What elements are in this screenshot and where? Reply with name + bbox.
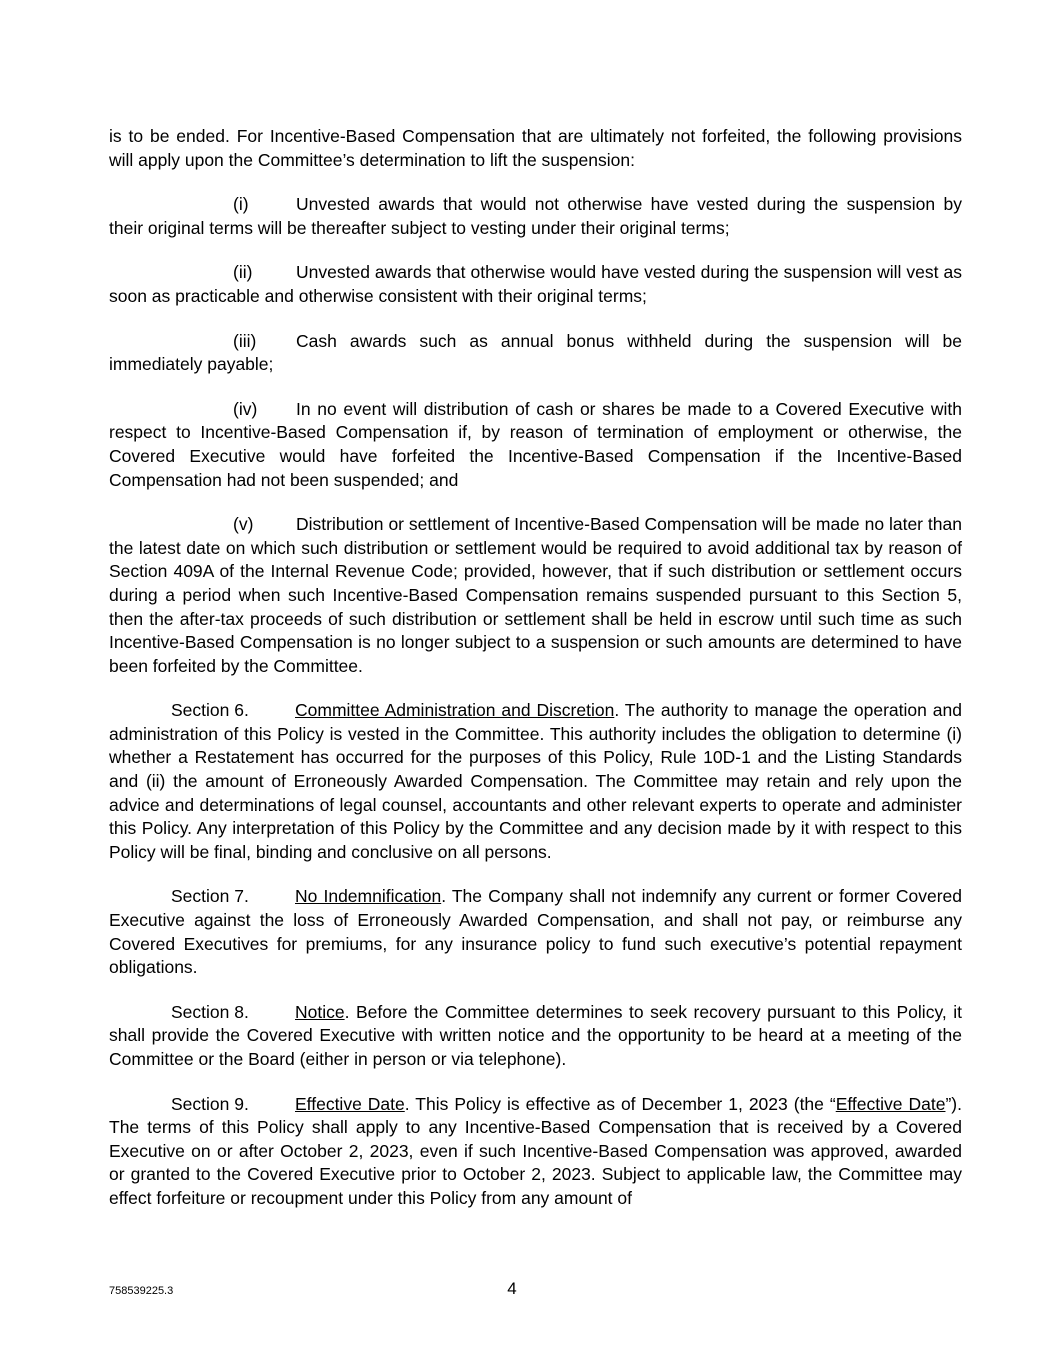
section-6 <box>109 699 962 864</box>
item-number: (v) <box>233 514 254 535</box>
list-item-v <box>109 513 962 678</box>
item-number: (iii) <box>233 330 257 351</box>
list-item-iv <box>109 398 962 492</box>
section-text-a: . This Policy is effective as of December 1, 2023 (the “ <box>404 1093 836 1114</box>
intro-paragraph: is to be ended. For Incentive-Based Compensation that are ultimately not forfeited, the following provisions will apply upon the Committee’s determination to lift the suspension: <box>109 126 962 170</box>
item-number: (iv) <box>233 398 258 419</box>
section-label: Section 6. <box>171 700 249 721</box>
item-text: Unvested awards that otherwise would have vested during the suspension will vest as soon as practicable and otherwise consistent with their original terms; <box>109 262 962 306</box>
section-text: . Before the Committee determines to seek recovery pursuant to this Policy, it shall provide the Covered Executive with written notice and the opportunity to be heard at a meeting of the Committee or the Board (either in person or via telephone). <box>109 1001 962 1069</box>
defined-term: Effective Date <box>835 1093 946 1114</box>
list-item-ii <box>109 261 962 308</box>
section-title: Effective Date <box>295 1093 405 1114</box>
item-text: Cash awards such as annual bonus withheld during the suspension will be immediately payable; <box>109 330 962 375</box>
section-title: Notice <box>295 1001 345 1022</box>
document-body <box>109 125 962 1232</box>
item-text: Distribution or settlement of Incentive-Based Compensation will be made no later than the latest date on which such distribution or settlement would be required to avoid additional tax by reason of Section 409A of the Internal Revenue Code; provided, however, that if such distribution or settlement occurs during a period when such Incentive-Based Compensation remains suspended pursuant to this Section 5, then the after-tax proceeds of such distribution or settlement shall be held in escrow until such time as such Incentive-Based Compensation is no longer subject to a suspension or such amounts are determined to have been forfeited by the Committee. <box>109 514 962 676</box>
section-7 <box>109 885 962 979</box>
item-text: Unvested awards that would not otherwise have vested during the suspension by their original terms will be thereafter subject to vesting under their original terms; <box>109 194 962 238</box>
list-item-iii <box>109 330 962 377</box>
section-8 <box>109 1001 962 1072</box>
section-label: Section 9. <box>171 1093 249 1114</box>
document-id: 758539225.3 <box>109 1285 174 1297</box>
section-label: Section 7. <box>171 886 249 907</box>
section-9 <box>109 1093 962 1211</box>
section-title: Committee Administration and Discretion <box>295 700 615 721</box>
item-number: (ii) <box>233 262 253 283</box>
page-number: 4 <box>507 1279 517 1298</box>
section-label: Section 8. <box>171 1001 249 1022</box>
section-text-b: ”). The terms of this Policy shall apply to any Incentive-Based Compensation that is received by a Covered Executive on or after October 2, 2023, even if such Incentive-Based Compensation was approved, awarded or granted to the Covered Executive prior to October 2, 2023. Subject to applicable law, the Committee may effect forfeiture or recoupment under this Policy from any amount of <box>109 1093 962 1208</box>
section-text: . The Company shall not indemnify any current or former Covered Executive against the loss of Erroneously Awarded Compensation, and shall not pay, or reimburse any Covered Executives for premiums, for any insurance policy to fund such executive’s potential repayment obligations. <box>109 886 962 978</box>
item-number: (i) <box>233 194 249 215</box>
section-text: . The authority to manage the operation and administration of this Policy is vested in the Committee. This authority includes the obligation to determine (i) whether a Restatement has occurred for the purposes of this Policy, Rule 10D-1 and the Listing Standards and (ii) the amount of Erroneously Awarded Compensation. The Committee may retain and rely upon the advice and determinations of legal counsel, accountants and other relevant experts to operate and administer this Policy. Any interpretation of this Policy by the Committee and any decision made by it with respect to this Policy will be final, binding and conclusive on all persons. <box>109 700 962 862</box>
section-title: No Indemnification <box>295 886 442 907</box>
item-text: In no event will distribution of cash or shares be made to a Covered Executive with respect to Incentive-Based Compensation if, by reason of termination of employment or otherwise, the Covered Executive would have forfeited the Incentive-Based Compensation if the Incentive-Based Compensation had not been suspended; and <box>109 398 962 490</box>
list-item-i <box>109 193 962 240</box>
